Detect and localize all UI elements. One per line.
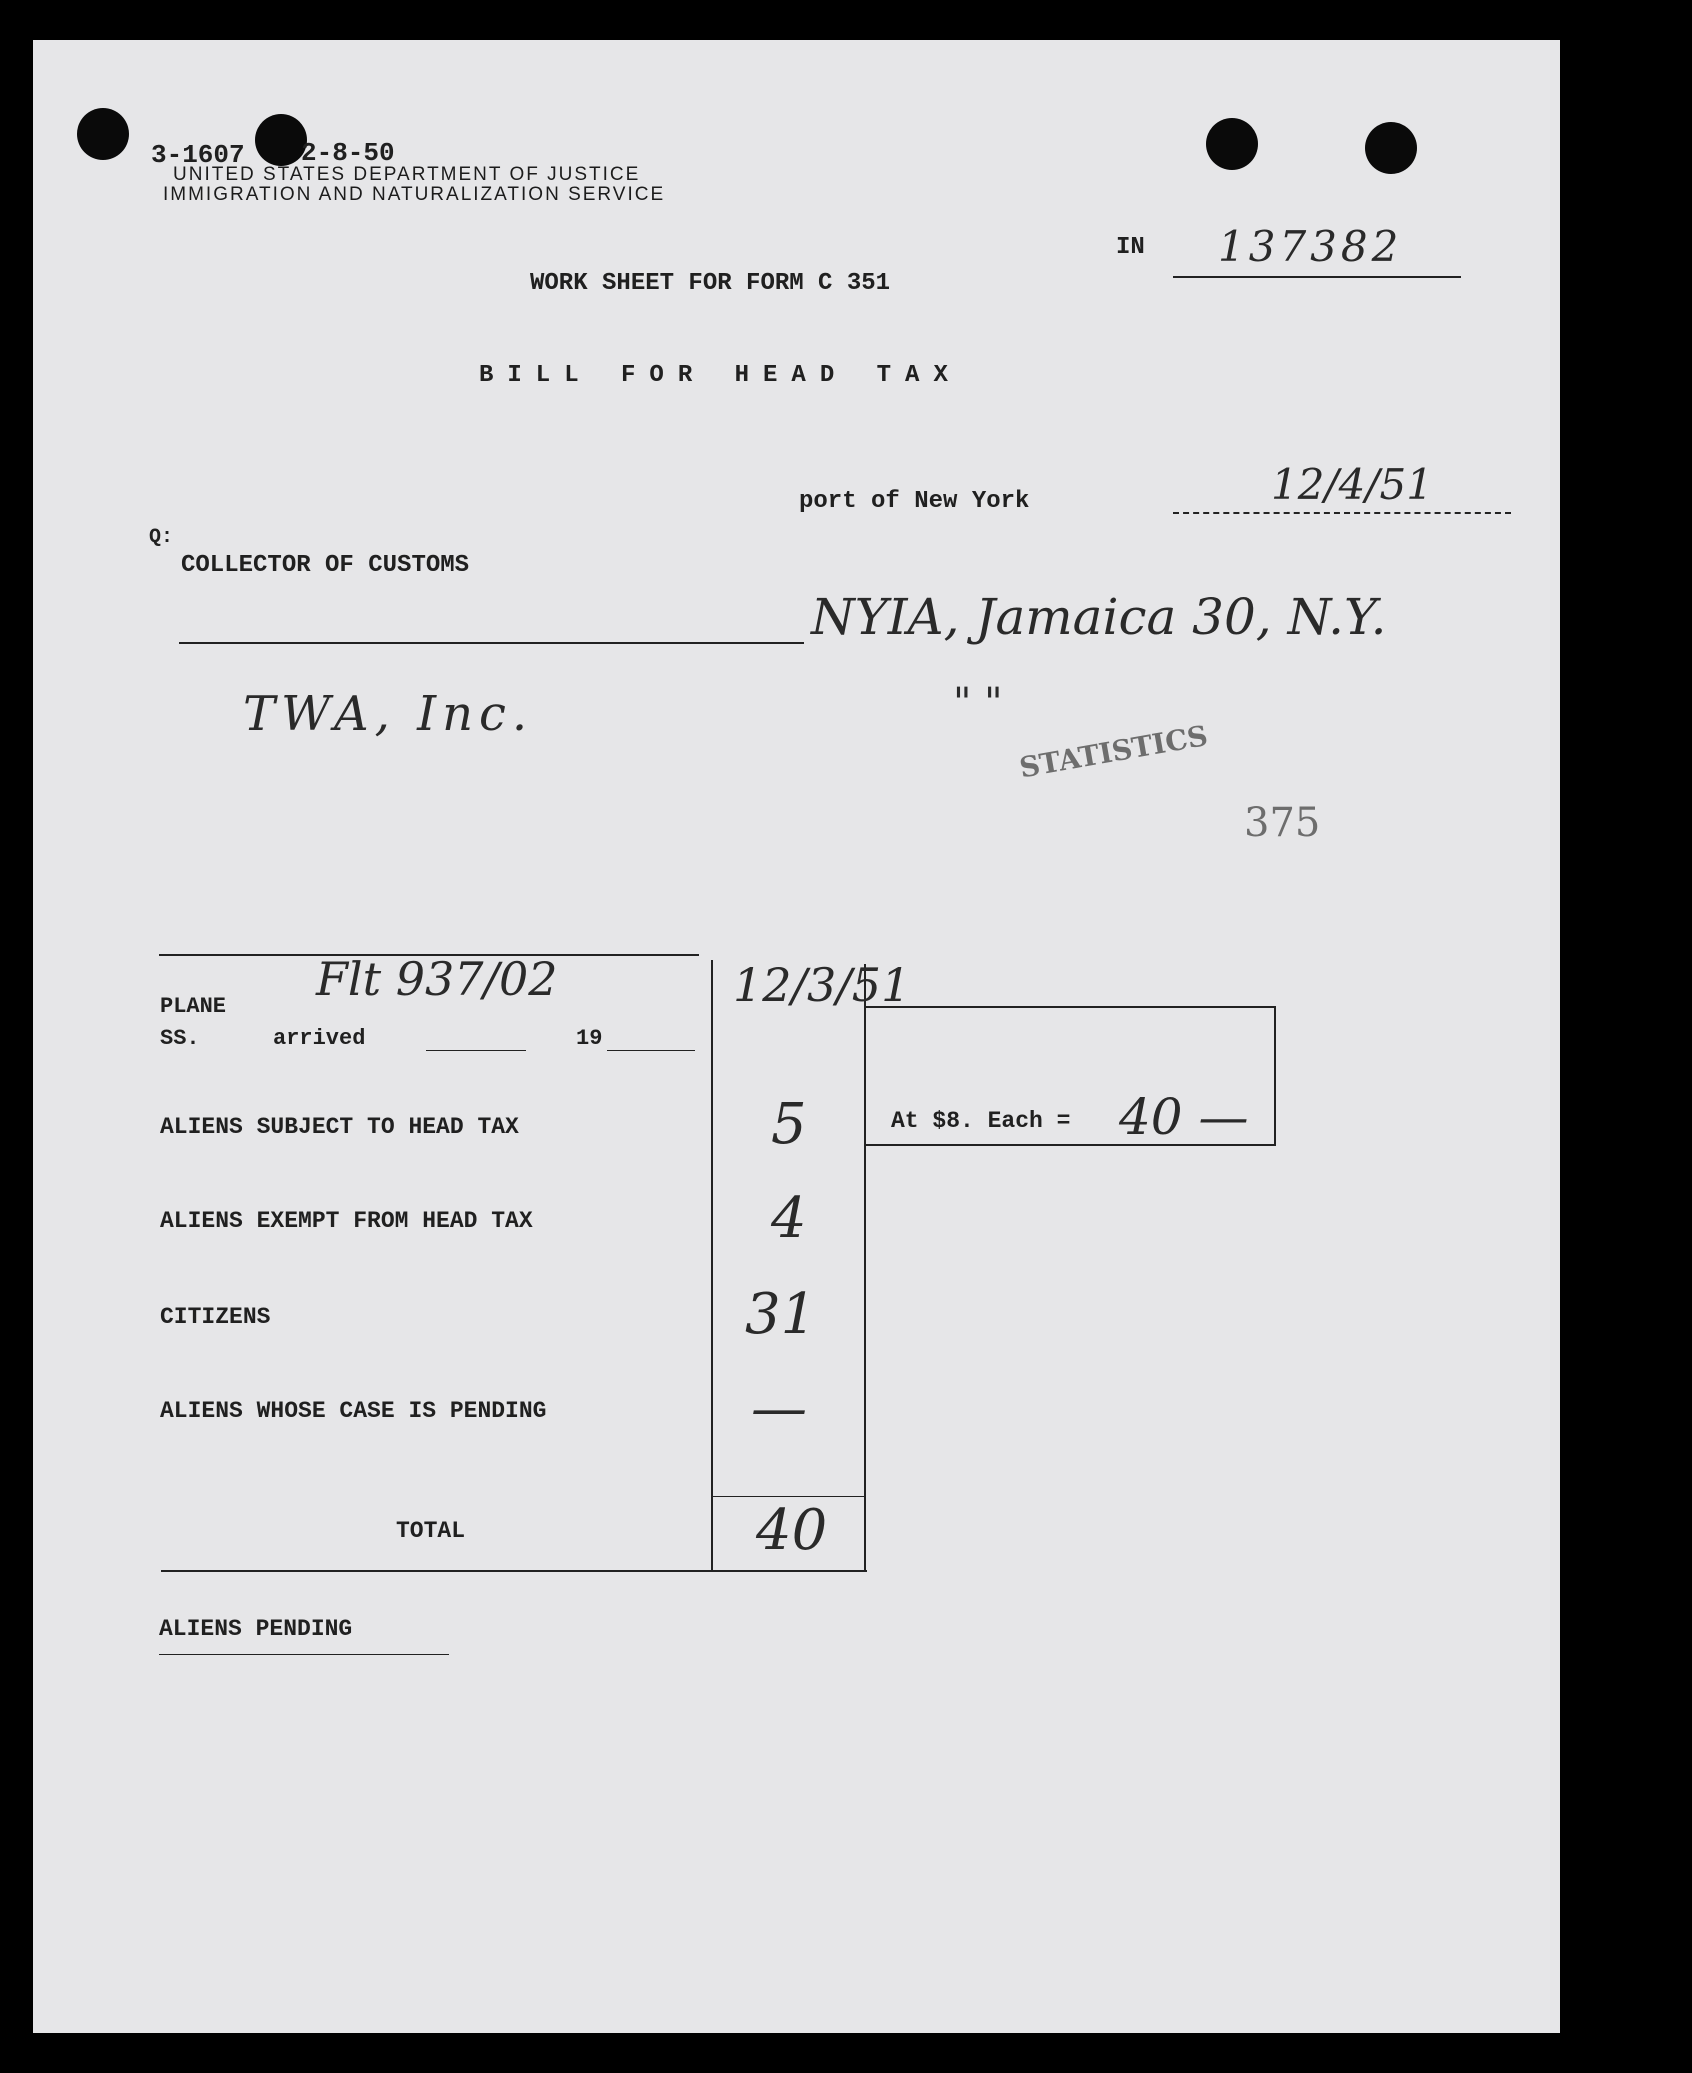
punch-hole-left-center — [255, 114, 307, 166]
in-label: IN — [1116, 234, 1145, 261]
table-divider-right — [864, 964, 866, 1570]
year-prefix: 19 — [576, 1026, 603, 1051]
punch-hole-right — [1365, 122, 1417, 174]
year-line — [607, 1050, 695, 1051]
aliens-pending-underline — [159, 1654, 449, 1655]
total-label: TOTAL — [396, 1518, 466, 1544]
arrived-label: arrived — [273, 1026, 366, 1051]
in-number-underline — [1173, 276, 1461, 278]
tax-amount: 40 — — [1119, 1088, 1249, 1146]
row-label-citizens: CITIZENS — [160, 1304, 271, 1330]
bill-title: BILL FOR HEAD TAX — [479, 362, 962, 389]
row-label-pending: ALIENS WHOSE CASE IS PENDING — [160, 1398, 547, 1424]
agency-line2: IMMIGRATION AND NATURALIZATION SERVICE — [163, 184, 666, 205]
carrier-name: TWA, Inc. — [243, 686, 534, 742]
stamp-number: 375 — [1244, 800, 1321, 846]
row-label-subject: ALIENS SUBJECT TO HEAD TAX — [160, 1114, 519, 1140]
in-number: 137382 — [1218, 222, 1403, 271]
form-code: 3-1607 — [151, 140, 245, 170]
agency-line1: UNITED STATES DEPARTMENT OF JUSTICE — [173, 164, 641, 185]
row-value-exempt: 4 — [771, 1186, 807, 1251]
tax-label: At $8. Each = — [891, 1108, 1071, 1134]
port-date: 12/4/51 — [1271, 460, 1433, 509]
aliens-pending-label: ALIENS PENDING — [159, 1616, 353, 1642]
total-value: 40 — [756, 1498, 828, 1563]
ditto-marks: " " — [953, 680, 1003, 726]
to-prefix: Q: — [149, 526, 174, 549]
punch-hole-left — [77, 108, 129, 160]
total-top-rule — [713, 1496, 865, 1497]
addressee-line — [179, 642, 804, 644]
addressee: COLLECTOR OF CUSTOMS — [181, 552, 470, 579]
table-divider-left — [711, 960, 713, 1570]
tax-box-right — [1274, 1006, 1276, 1146]
statistics-stamp: STATISTICS — [1017, 718, 1211, 785]
document-page — [33, 40, 1560, 2033]
row-value-pending: — — [751, 1376, 807, 1441]
tax-box-top — [865, 1006, 1275, 1008]
ss-label: SS. — [160, 1026, 200, 1051]
arrived-date-line — [426, 1050, 526, 1051]
work-sheet-title: WORK SHEET FOR FORM C 351 — [530, 270, 891, 297]
row-value-citizens: 31 — [745, 1282, 817, 1347]
table-bottom-rule — [161, 1570, 867, 1572]
arrival-date: 12/3/51 — [733, 958, 911, 1012]
flight-number: Flt 937/02 — [316, 952, 558, 1006]
addressee-location: NYIA, Jamaica 30, N.Y. — [811, 588, 1387, 646]
row-value-subject: 5 — [771, 1092, 807, 1157]
port-date-underline — [1173, 512, 1511, 515]
punch-hole-right-center — [1206, 118, 1258, 170]
plane-label: PLANE — [160, 994, 227, 1019]
date-code: 2-8-50 — [301, 138, 395, 168]
port-label: port of New York — [799, 488, 1030, 515]
row-label-exempt: ALIENS EXEMPT FROM HEAD TAX — [160, 1208, 533, 1234]
